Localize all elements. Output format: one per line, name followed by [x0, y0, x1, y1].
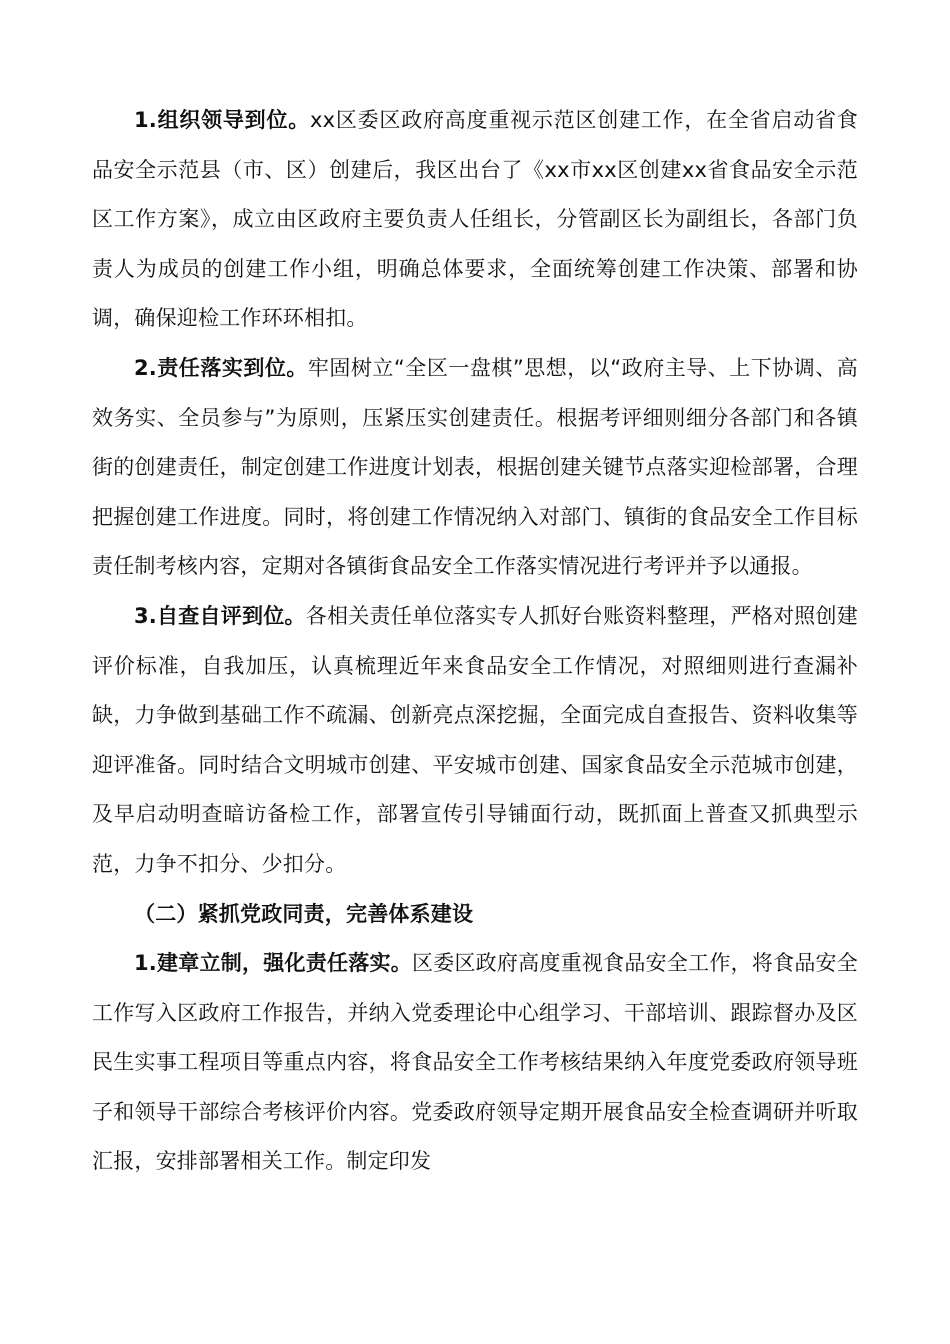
- paragraph-organization-leadership: [92, 96, 858, 344]
- paragraph-body: 牢固树立“全区一盘棋”思想，以“政府主导、上下协调、高效务实、全员参与”为原则，压紧压实创建责任。根据考评细则细分各部门和各镇街的创建责任，制定创建工作进度计划表，根据创建关键节点落实迎检部署，合理把握创建工作进度。同时，将创建工作情况纳入对部门、镇街的食品安全工作目标责任制考核内容，定期对各镇街食品安全工作落实情况进行考评并予以通报。: [92, 355, 858, 579]
- paragraph-body: 区委区政府高度重视食品安全工作，将食品安全工作写入区政府工作报告，并纳入党委理论中心组学习、干部培训、跟踪督办及区民生实事工程项目等重点内容，将食品安全工作考核结果纳入年度党委政府领导班子和领导干部综合考核评价内容。党委政府领导定期开展食品安全检查调研并听取汇报，安排部署相关工作。制定印发: [92, 951, 859, 1174]
- paragraph-body: xx区委区政府高度重视示范区创建工作，在全省启动省食品安全示范县（市、区）创建后，我区出台了《xx市xx区创建xx省食品安全示范区工作方案》，成立由区政府主要负责人任组长，分管副区长为副组长，各部门负责人为成员的创建工作小组，明确总体要求，全面统筹创建工作决策、部署和协调，确保迎检工作环环相扣。: [92, 108, 858, 331]
- document-page: [92, 96, 858, 1187]
- paragraph-lead: 1.建章立制，强化责任落实。: [134, 951, 412, 976]
- paragraph-lead: 3.自查自评到位。: [134, 603, 306, 628]
- paragraph-lead: 2.责任落实到位。: [134, 355, 308, 380]
- section-heading: （二）紧抓党政同责，完善体系建设: [134, 901, 474, 926]
- paragraph-rules-and-systems: [92, 939, 858, 1187]
- paragraph-body: 各相关责任单位落实专人抓好台账资料整理，严格对照创建评价标准，自我加压，认真梳理近年来食品安全工作情况，对照细则进行查漏补缺，力争做到基础工作不疏漏、创新亮点深挖掘，全面完成自查报告、资料收集等迎评准备。同时结合文明城市创建、平安城市创建、国家食品安全示范城市创建，及早启动明查暗访备检工作，部署宣传引导铺面行动，既抓面上普查又抓典型示范，力争不扣分、少扣分。: [92, 603, 858, 876]
- paragraph-lead: 1.组织领导到位。: [134, 108, 311, 132]
- paragraph-self-inspection: [92, 592, 858, 890]
- paragraph-responsibility: [92, 344, 858, 592]
